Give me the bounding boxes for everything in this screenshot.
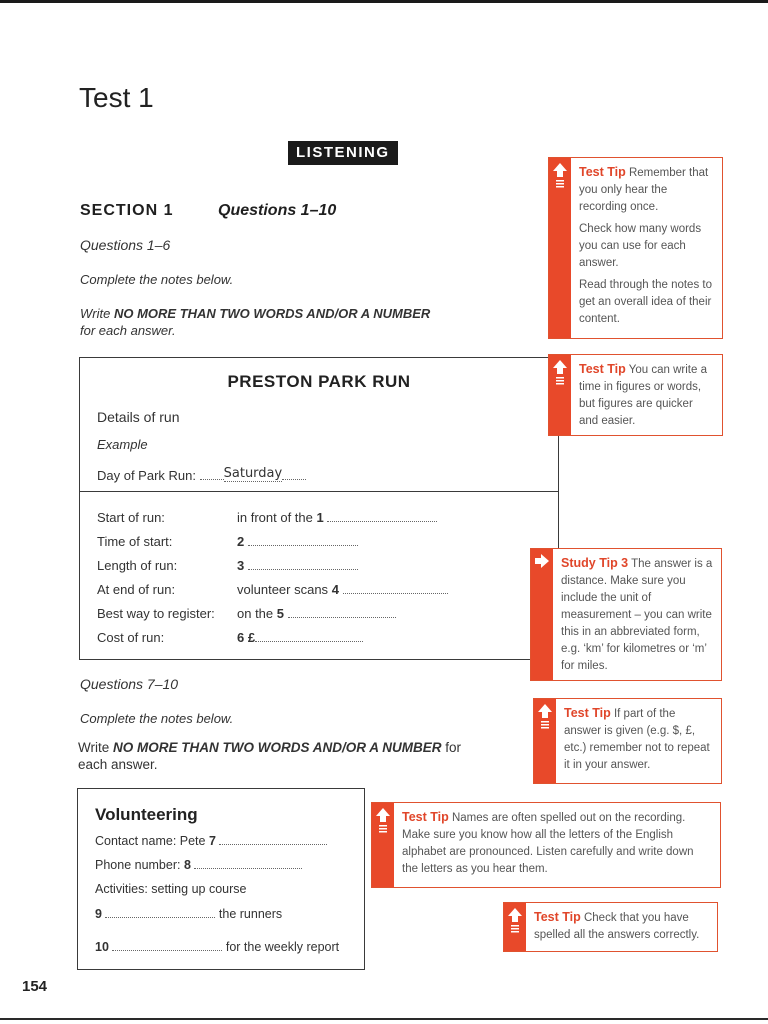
test-tip-5 — [371, 802, 721, 888]
question-number: 1 — [316, 510, 324, 525]
question-number: 2 — [237, 534, 245, 549]
lines-icon — [556, 377, 564, 387]
section-label: SECTION 1 — [80, 202, 174, 219]
row-label: Best way to register: — [97, 606, 215, 621]
arrow-up-icon — [375, 807, 391, 823]
day-answer: Saturday — [223, 466, 283, 481]
question-number: 4 — [331, 582, 339, 597]
part1-write-instruction — [80, 305, 480, 339]
arrow-up-icon — [552, 359, 568, 375]
question-number: 3 — [237, 558, 245, 573]
row-label: Time of start: — [97, 534, 173, 549]
question-number: 8 — [183, 858, 191, 872]
tip-body: You can write a time in figures or words, but figures are quicker and easier. — [579, 364, 707, 427]
question-number: 7 — [208, 834, 216, 848]
q9-suffix: the runners — [218, 907, 283, 921]
part2-questions: Questions 7–10 — [80, 676, 179, 692]
phone-label: Phone number: — [95, 858, 181, 872]
section-questions: Questions 1–10 — [218, 202, 337, 219]
divider — [80, 491, 558, 492]
arrow-up-icon — [507, 907, 523, 923]
lines-icon — [556, 180, 564, 190]
dots — [200, 469, 224, 480]
tip-text — [534, 909, 709, 949]
answer-line[interactable] — [343, 583, 448, 594]
tip-body: Names are often spelled out on the recording. Make sure you know how all the letters of the English alphabet are pronounced. Listen carefully and write down the letters as you hear them. — [402, 812, 694, 875]
listening-badge: LISTENING — [288, 141, 398, 165]
row-label: Start of run: — [97, 510, 165, 525]
tip-label: Test Tip — [564, 706, 611, 720]
phone-row — [95, 858, 302, 872]
dots — [282, 469, 306, 480]
answer-line[interactable] — [248, 559, 358, 570]
row-prefix: on the — [237, 606, 274, 621]
tip-label: Test Tip — [534, 910, 581, 924]
q10-row — [95, 940, 339, 954]
notes-box — [79, 357, 559, 660]
answer-line[interactable] — [105, 907, 215, 918]
arrow-up-icon — [552, 162, 568, 178]
volunteering-box — [77, 788, 365, 970]
day-label: Day of Park Run: — [97, 468, 196, 483]
row-prefix: volunteer scans — [237, 582, 329, 597]
tip-bar — [531, 549, 553, 680]
tip-body: Check how many words you can use for each answer. — [579, 223, 702, 269]
top-rule — [0, 0, 768, 3]
page-title: Test 1 — [79, 82, 154, 113]
row-answer-2 — [237, 534, 358, 549]
answer-line[interactable] — [194, 858, 302, 869]
arrow-up-icon — [537, 703, 553, 719]
lines-icon — [511, 925, 519, 935]
test-tip-2 — [548, 354, 723, 436]
answer-line[interactable] — [219, 834, 327, 845]
tip-text — [402, 809, 712, 883]
page-number: 154 — [22, 978, 48, 995]
question-number: 6 — [237, 630, 245, 645]
answer-line[interactable] — [288, 607, 396, 618]
row-answer-3 — [237, 558, 358, 573]
row-answer-5 — [237, 606, 396, 621]
tip-body: The answer is a distance. Make sure you include the unit of measurement – you can write this in an abbreviated form, e.g. ‘km’ for kilometres or ‘m’ for miles. — [561, 558, 713, 672]
tip-body: Remember that you only hear the recording once. — [579, 167, 709, 213]
tip-bar — [504, 903, 526, 951]
details-label: Details of run — [97, 409, 180, 425]
tip-body: Check that you have spelled all the answers correctly. — [534, 912, 700, 941]
question-number: 10 — [95, 940, 109, 954]
tip-text — [579, 361, 714, 435]
answer-line[interactable] — [248, 535, 358, 546]
row-answer-6 — [237, 630, 363, 645]
example-row — [97, 468, 306, 484]
bottom-rule — [0, 1018, 768, 1020]
write-prefix: Write — [80, 306, 111, 321]
study-tip-3 — [530, 548, 722, 681]
row-label: Length of run: — [97, 558, 178, 573]
answer-line[interactable] — [327, 511, 437, 522]
tip-label: Test Tip — [402, 810, 449, 824]
tip-bar — [534, 699, 556, 783]
part1-instruction: Complete the notes below. — [80, 272, 234, 287]
arrow-right-icon — [534, 553, 550, 569]
contact-label: Contact name: Pete — [95, 834, 206, 848]
lines-icon — [541, 721, 549, 731]
write-line2: each answer. — [78, 757, 158, 772]
tip-label: Study Tip 3 — [561, 556, 629, 570]
tip-text — [564, 705, 713, 779]
write-prefix: Write — [78, 740, 110, 755]
test-tip-6 — [503, 902, 718, 952]
q10-suffix: for the weekly report — [225, 940, 340, 954]
q9-row — [95, 907, 282, 921]
activities-label: Activities: setting up course — [95, 882, 247, 896]
row-answer-1 — [237, 510, 437, 525]
tip-label: Test Tip — [579, 362, 626, 376]
part2-instruction: Complete the notes below. — [80, 711, 234, 726]
tip-bar — [372, 803, 394, 887]
write-suffix: for — [445, 740, 462, 755]
row-label: At end of run: — [97, 582, 176, 597]
tip-text — [579, 164, 714, 333]
contact-row — [95, 834, 327, 848]
tip-bar — [549, 158, 571, 338]
answer-line[interactable] — [255, 631, 363, 642]
question-number: 5 — [276, 606, 285, 621]
tip-label: Test Tip — [579, 165, 626, 179]
box-bottom — [80, 659, 558, 660]
test-tip-1 — [548, 157, 723, 339]
part2-write-instruction — [78, 739, 498, 773]
part1-questions: Questions 1–6 — [80, 237, 171, 253]
write-suffix: for each answer. — [80, 323, 176, 338]
tip-body: Read through the notes to get an overall idea of their content. — [579, 279, 712, 325]
volunteering-title: Volunteering — [95, 805, 198, 824]
question-number: 9 — [95, 907, 102, 921]
row-label: Cost of run: — [97, 630, 165, 645]
write-bold: NO MORE THAN TWO WORDS AND/OR A NUMBER — [113, 306, 431, 321]
currency-symbol: £ — [247, 630, 256, 645]
test-tip-4 — [533, 698, 722, 784]
notes-heading: PRESTON PARK RUN — [227, 372, 411, 391]
tip-text — [561, 555, 713, 680]
row-answer-4 — [237, 582, 448, 597]
answer-line[interactable] — [112, 940, 222, 951]
example-label: Example — [97, 437, 148, 452]
lines-icon — [379, 825, 387, 835]
tip-body: If part of the answer is given (e.g. $, £, etc.) remember not to repeat it in your answer. — [564, 708, 710, 771]
write-bold: NO MORE THAN TWO WORDS AND/OR A NUMBER — [113, 740, 442, 755]
tip-bar — [549, 355, 571, 435]
row-prefix: in front of the — [237, 510, 313, 525]
